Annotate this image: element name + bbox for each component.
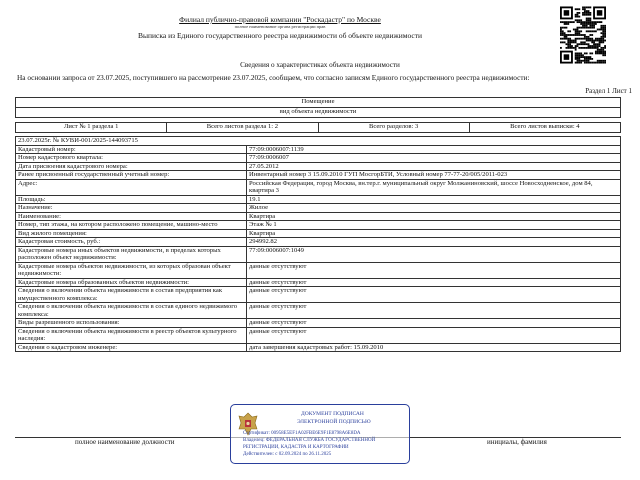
table-row [16,319,621,328]
row-key: Площадь: [16,195,247,204]
row-key: Наименование: [16,212,247,221]
qr-code-icon [560,6,606,64]
stamp-owner: Владелец: ФЕДЕРАЛЬНАЯ СЛУЖБА ГОСУДАРСТВЕННОЙ [243,438,376,443]
row-value: Квартира [247,229,621,238]
row-key: Кадастровая стоимость, руб.: [16,238,247,247]
row-value: данные отсутствуют [247,262,621,278]
row-value: данные отсутствуют [247,287,621,303]
stamp-line2: ЭЛЕКТРОННОЙ ПОДПИСЬЮ [297,419,371,425]
row-key: Адрес: [16,179,247,195]
table-row [16,327,621,343]
table-row [16,238,621,247]
row-value: данные отсутствуют [247,278,621,287]
property-data-table [15,136,621,352]
row-value: 294992.82 [247,238,621,247]
row-value: данные отсутствуют [247,327,621,343]
stamp-validity: Действителен: с 02.09.2024 по 26.11.2025 [243,452,332,457]
table-row [16,262,621,278]
name-caption: инициалы, фамилия [487,438,547,446]
table-row [16,212,621,221]
row-key: Виды разрешенного использования: [16,319,247,328]
request-text: На основании запроса от 23.07.2025, поступившего на рассмотрение 23.07.2025, сообщаем, что согласно записям Единого государственного реестра недвижимости: [17,73,530,82]
object-type-caption: вид объекта недвижимости [16,108,621,118]
row-key: Кадастровые номера объектов недвижимости, из которых образован объект недвижимости: [16,262,247,278]
table-row [16,162,621,171]
table-row [16,171,621,180]
row-key: Номер кадастрового квартала: [16,154,247,163]
stamp-line1: ДОКУМЕНТ ПОДПИСАН [301,411,364,417]
row-key: Сведения о включении объекта недвижимости в реестр объектов культурного наследия: [16,327,247,343]
row-key: Сведения о включении объекта недвижимости в состав предприятия как имущественного комплекса: [16,287,247,303]
row-key: Кадастровый номер: [16,145,247,154]
row-key: Назначение: [16,204,247,213]
row-value: 77:09:0006007 [247,154,621,163]
row-key: Номер, тип этажа, на котором расположено помещение, машино-место [16,221,247,230]
table-row [16,278,621,287]
stamp-certificate: Сертификат: 00958E5EF1A02FBE6E9F1E8798A6E8DA [243,431,361,436]
table-row [16,229,621,238]
sheet-info: Раздел 1 Лист 1 [585,87,632,95]
row-value: Российская Федерация, город Москва, вн.тер.г. муниципальный округ Молжаниновский, шоссе Новосходненское, дом 84, квартира 3 [247,179,621,195]
table-row [16,343,621,352]
row-value: данные отсутствуют [247,319,621,328]
org-caption: полное наименование органа регистрации прав [234,24,326,29]
table-row [16,179,621,195]
total-extract-sheets: Всего листов выписки: 4 [469,123,620,133]
org-name: Филиал публично-правовой компании "Роскадастр" по Москве [179,15,381,24]
electronic-signature-stamp [230,404,410,464]
stamp-owner-2: РЕГИСТРАЦИИ, КАДАСТРА И КАРТОГРАФИИ [243,445,349,450]
table-row [16,145,621,154]
table-row [16,154,621,163]
table-row [16,303,621,319]
row-value: Инвентарный номер 3 15.09.2010 ГУП МосгорБТИ, Условный номер 77-77-20/005/2011-023 [247,171,621,180]
row-value: 77:09:0006007:1049 [247,246,621,262]
table-row [16,287,621,303]
object-type: Помещение [16,98,621,108]
row-value: Квартира [247,212,621,221]
row-value: 19.1 [247,195,621,204]
table-row [16,204,621,213]
document-title: Выписка из Единого государственного реестра недвижимости об объекте недвижимости [137,31,423,40]
row-value: Жилое [247,204,621,213]
row-key: Дата присвоения кадастрового номера: [16,162,247,171]
row-value: 27.05.2012 [247,162,621,171]
document-number: 23.07.2025г. № КУВИ-001/2025-144093715 [16,137,621,146]
row-value: Этаж № 1 [247,221,621,230]
object-type-table [15,97,621,118]
table-row [16,221,621,230]
row-key: Сведения о кадастровом инженере: [16,343,247,352]
sheet-row-table [15,122,621,133]
row-key: Кадастровые номера образованных объектов недвижимости: [16,278,247,287]
row-value: данные отсутствуют [247,303,621,319]
row-key: Вид жилого помещения: [16,229,247,238]
total-section-sheets: Всего листов раздела 1: 2 [167,123,318,133]
row-key: Ранее присвоенный государственный учетный номер: [16,171,247,180]
row-key: Сведения о включении объекта недвижимости в состав единого недвижимого комплекса: [16,303,247,319]
table-row [16,195,621,204]
total-sections: Всего разделов: 3 [318,123,469,133]
sheet-number: Лист № 1 раздела 1 [16,123,167,133]
row-key: Кадастровые номера иных объектов недвижимости, в пределах которых расположен объект недвижимости: [16,246,247,262]
table-row [16,246,621,262]
row-value: 77:09:0006007:1139 [247,145,621,154]
section-title: Сведения о характеристиках объекта недвижимости [240,61,400,69]
position-caption: полное наименование должности [75,438,175,446]
row-value: дата завершения кадастровых работ: 15.09.2010 [247,343,621,352]
